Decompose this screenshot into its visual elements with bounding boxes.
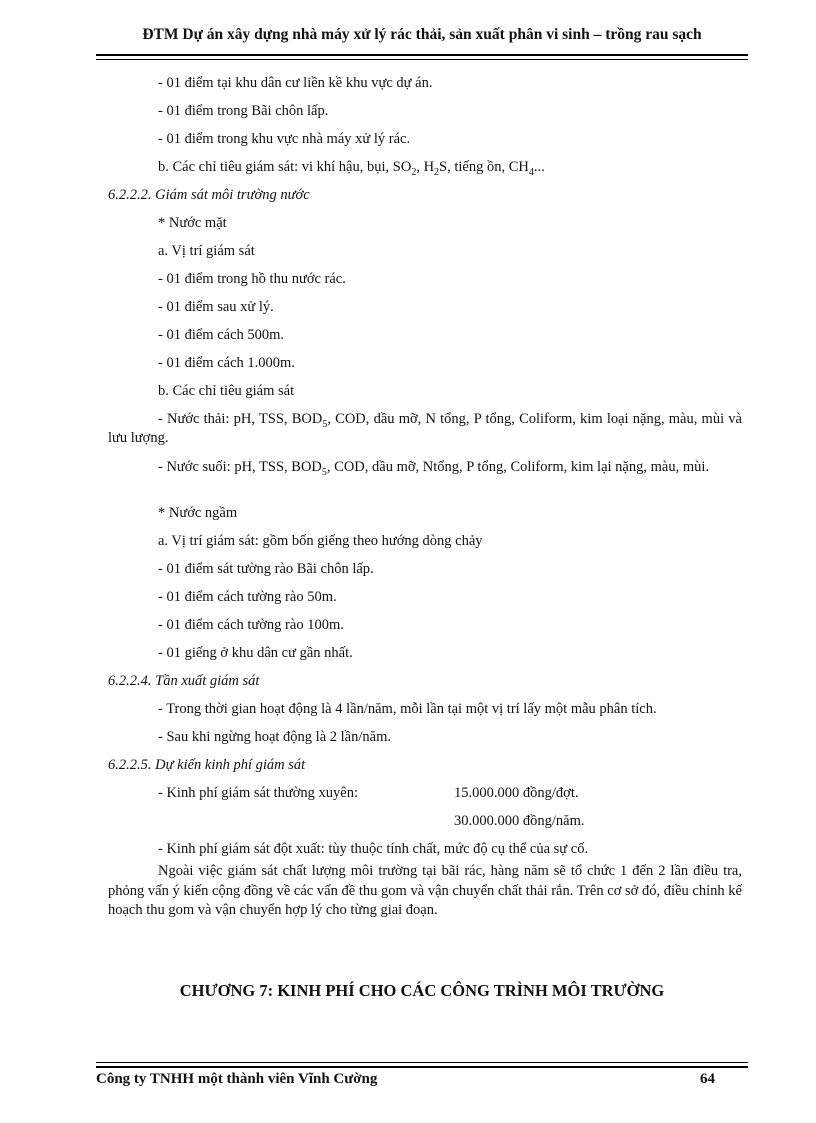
air-indicators: b. Các chỉ tiêu giám sát: vi khí hậu, bụi, $SO_2$, $H_2S$, tiếng ồn, $CH_4$... [158, 159, 545, 178]
ground-point-3: - 01 điểm cách tường rào 100m. [158, 617, 344, 633]
water-monitoring-heading: 6.2.2.2. Giám sát môi trường nước [108, 187, 310, 203]
stream-water-indicators: - Nước suối: pH, TSS, $BOD_5$, COD, dầu mỡ, Ntổng, P tổng, Coliform, kim lại nặng, màu, mùi. [158, 459, 710, 478]
chapter-title: CHƯƠNG 7: KINH PHÍ CHO CÁC CÔNG TRÌNH MÔI TRƯỜNG [179, 981, 665, 1000]
surface-water-label: * Nước mặt [158, 215, 227, 231]
footer-rule-thick [96, 1066, 748, 1068]
surface-point-4: - 01 điểm cách 1.000m. [158, 355, 295, 371]
budget-adhoc: - Kinh phí giám sát đột xuất: tùy thuộc tính chất, mức độ cụ thể của sự cố. [158, 841, 589, 857]
frequency-heading: 6.2.2.4. Tần xuất giám sát [108, 673, 260, 689]
wastewater-indicators: - Nước thải: pH, TSS, $BOD_5$, COD, dầu mỡ, N tổng, P tổng, Coliform, kim loại nặng, màu, mùi và lưu lượng. [108, 411, 742, 446]
ground-water-label: * Nước ngầm [158, 505, 238, 521]
ground-point-1: - 01 điểm sát tường rào Bãi chôn lấp. [158, 561, 374, 577]
closing-paragraph: Ngoài việc giám sát chất lượng môi trường tại bãi rác, hàng năm sẽ tổ chức 1 đến 2 lần điều tra, phỏng vấn ý kiến cộng đồng về các vấn đề thu gom và vận chuyển chất thải rắn. Trên cơ sở đó, điều chỉnh kế hoạch thu gom và vận chuyển hợp lý cho từng giai đoạn. [108, 863, 742, 918]
surface-point-1: - 01 điểm trong hồ thu nước rác. [158, 271, 346, 287]
air-point-3: - 01 điểm trong khu vực nhà máy xử lý rác. [158, 131, 411, 147]
header-rule-thin [96, 59, 748, 60]
budget-heading: 6.2.2.5. Dự kiến kinh phí giám sát [108, 757, 306, 773]
surface-indicators-label: b. Các chỉ tiêu giám sát [158, 383, 295, 399]
frequency-item-2: - Sau khi ngừng hoạt động là 2 lần/năm. [158, 729, 391, 745]
ground-location-label: a. Vị trí giám sát: gồm bốn giếng theo hướng dòng chảy [158, 533, 483, 549]
budget-regular-value: 15.000.000 đồng/đợt. [454, 785, 579, 801]
surface-point-3: - 01 điểm cách 500m. [158, 327, 285, 343]
frequency-item-1: - Trong thời gian hoạt động là 4 lần/năm, mỗi lần tại một vị trí lấy một mẫu phân tích. [158, 701, 657, 717]
surface-location-label: a. Vị trí giám sát [158, 243, 255, 259]
ground-point-2: - 01 điểm cách tường rào 50m. [158, 589, 337, 605]
header-title: ĐTM Dự án xây dựng nhà máy xử lý rác thải, sản xuất phân vi sinh – trồng rau sạch [142, 26, 702, 43]
budget-regular-label: - Kinh phí giám sát thường xuyên: [158, 785, 358, 801]
air-point-1: - 01 điểm tại khu dân cư liền kề khu vực dự án. [158, 75, 433, 91]
page-number: 64 [700, 1071, 715, 1087]
budget-annual-value: 30.000.000 đồng/năm. [454, 813, 585, 829]
footer-company: Công ty TNHH một thành viên Vĩnh Cường [96, 1071, 378, 1087]
footer-rule-thin [96, 1062, 748, 1063]
surface-point-2: - 01 điểm sau xử lý. [158, 299, 274, 315]
air-point-2: - 01 điểm trong Bãi chôn lấp. [158, 103, 329, 119]
ground-point-4: - 01 giếng ở khu dân cư gần nhất. [158, 645, 353, 661]
header-rule-thick [96, 54, 748, 56]
